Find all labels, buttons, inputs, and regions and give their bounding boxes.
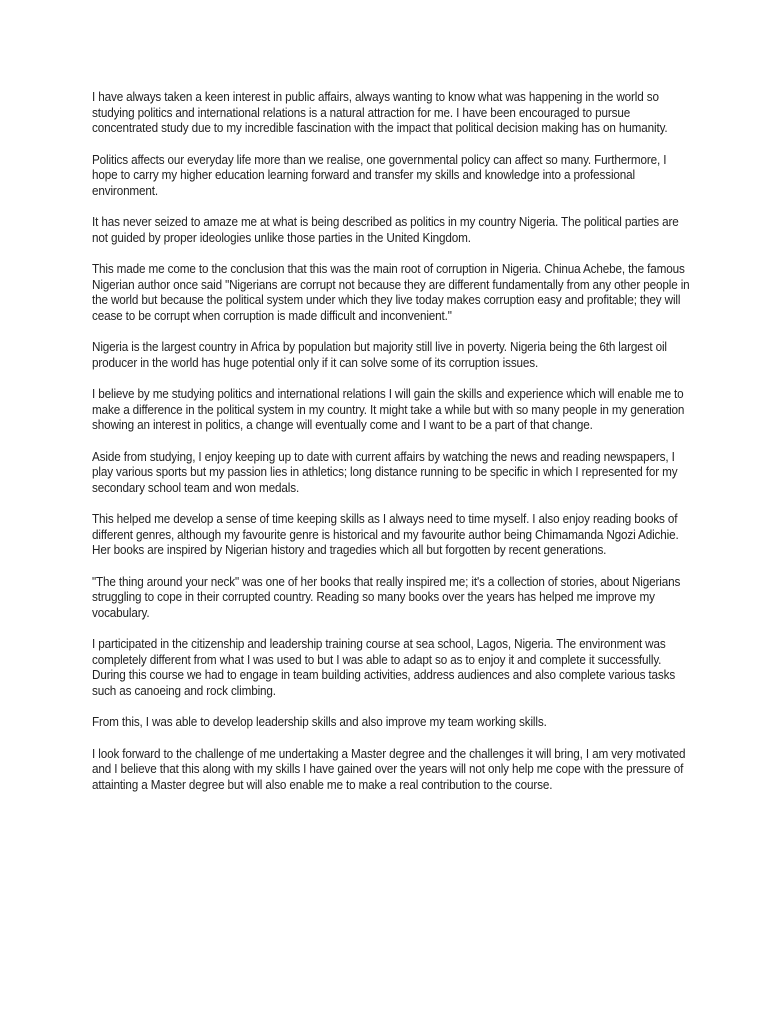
paragraph-11: From this, I was able to develop leadership skills and also improve my team working skills. xyxy=(92,715,547,729)
paragraph-2: Politics affects our everyday life more than we realise, one governmental policy can affect so many. Furthermore, I hope to carry my higher education learning forward and transfer my skills and knowledge into a professional environment. xyxy=(92,152,667,198)
paragraph-1: I have always taken a keen interest in public affairs, always wanting to know what was happening in the world so studying politics and international relations is a natural attraction for me. I have been encouraged to pursue concentrated study due to my incredible fascination with the impact that political decision making has on humanity. xyxy=(92,90,668,135)
paragraph-10: I participated in the citizenship and leadership training course at sea school, Lagos, Nigeria. The environment was completely different from what I was used to but I was able to adapt so as to enjoy it and complete it successfully. During this course we had to engage in team building activities, address audiences and also complete various tasks such as canoeing and rock climbing. xyxy=(92,637,676,698)
paragraph-7: Aside from studying, I enjoy keeping up to date with current affairs by watching the news and reading newspapers, I play various sports but my passion lies in athletics; long distance running to be specific in which I represented for my secondary school team and won medals. xyxy=(92,449,678,495)
paragraph-9: "The thing around your neck" was one of her books that really inspired me; it's a collection of stories, about Nigerians struggling to cope in their corrupted country. Reading so many books over the years has helped me improve my vocabulary. xyxy=(92,574,681,620)
paragraph-12: I look forward to the challenge of me undertaking a Master degree and the challenges it will bring, I am very motivated and I believe that this along with my skills I have gained over the years will not only help me cope with the pressure of attainting a Master degree but will also enable me to make a real contribution to the course. xyxy=(92,746,686,792)
paragraph-8: This helped me develop a sense of time keeping skills as I always need to time myself. I also enjoy reading books of different genres, although my favourite genre is historical and my favourite author being Chimamanda Ngozi Adichie. Her books are inspired by Nigerian history and tragedies which all but forgotten by recent generations. xyxy=(92,512,679,557)
paragraph-6: I believe by me studying politics and international relations I will gain the skills and experience which will enable me to make a difference in the political system in my country. It might take a while but with so many people in my generation showing an interest in politics, a change will eventually come and I want to be a part of that change. xyxy=(92,387,685,432)
paragraph-4: This made me come to the conclusion that this was the main root of corruption in Nigeria. Chinua Achebe, the famous Nigerian author once said "Nigerians are corrupt not because they are different fundamentally from any other people in the world but because the political system under which they live today makes corruption easy and profitable; they will cease to be corrupt when corruption is made difficult and inconvenient." xyxy=(92,262,690,323)
paragraph-3: It has never seized to amaze me at what is being described as politics in my country Nigeria. The political parties are not guided by proper ideologies unlike those parties in the United Kingdom. xyxy=(92,215,679,245)
paragraph-5: Nigeria is the largest country in Africa by population but majority still live in poverty. Nigeria being the 6th largest oil producer in the world has huge potential only if it can solve some of its corruption issues. xyxy=(92,340,667,370)
document-body xyxy=(92,90,692,809)
